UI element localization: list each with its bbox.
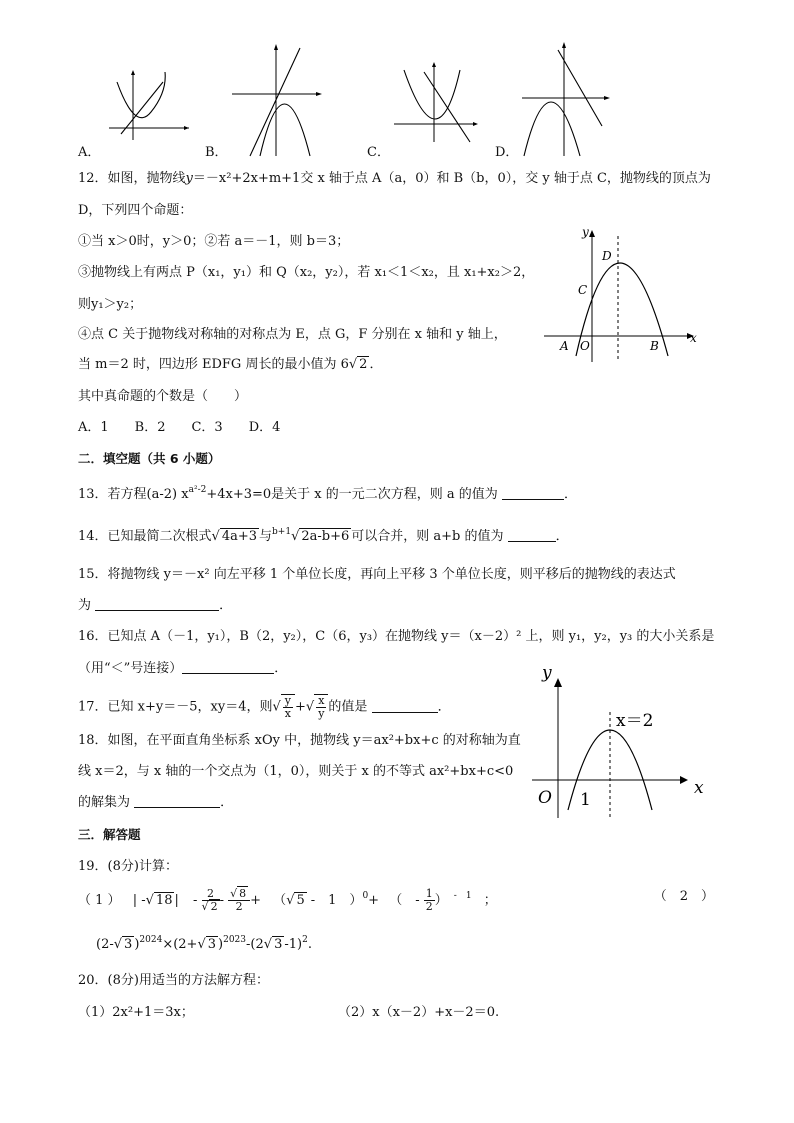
parabola-line-graph-d (518, 38, 618, 160)
q12-question: 其中真命题的个数是（ ） (78, 389, 248, 404)
q11-option-d: D． (495, 145, 519, 160)
q12-graph-y-label: y (582, 225, 589, 239)
q19-part1: （ 1 ） | -√ 18 | - $\frac{2}{√ 2}$ - $\frac{√ 8}{2}$ + （√ 5 - 1 ）$^0$+ （ - $\frac{1}{2}$ ） $^{- 1}$ ； （ 2 ） (78, 887, 714, 913)
q17-answer-blank[interactable] (372, 700, 438, 713)
q12-prop3b: 则y₁＞y₂； (78, 297, 143, 312)
section-fill-in-title: 二．填空题（共 6 小题） (78, 451, 221, 466)
section-solve-title: 三．解答题 (78, 827, 141, 842)
q11-graph-c (390, 58, 485, 148)
q14-answer-blank[interactable] (508, 529, 556, 542)
q14: 14．已知最简二次根式√ 4a+3 与$^{b+1}$√ 2a-b+6 可以合并，则 a+b 的值为 ． (78, 527, 569, 544)
q12-prop1: ①当 x＞0时，y＞0；②若 a＝－1，则 b＝3； (78, 234, 350, 249)
q12-graph-x-label: x (690, 331, 697, 345)
q11-option-a: A． (78, 145, 101, 160)
q12-prop3: ③抛物线上有两点 P（x₁，y₁）和 Q（x₂，y₂），若 x₁＜1＜x₂，且 x₁+x₂＞2， (78, 265, 535, 280)
q12-line2: D，下列四个命题： (78, 203, 193, 218)
q20-part1: （1）2x²+1＝3x； (78, 1005, 194, 1020)
q12-parabola-graph (540, 222, 710, 370)
q18-graph-o-label: O (538, 788, 552, 808)
q18-line3: 的解集为 ． (78, 795, 234, 810)
q18-graph-x-label: x (694, 778, 704, 798)
parabola-line-graph-a (105, 62, 195, 142)
q12-prop4b: 当 m＝2 时，四边形 EDFG 周长的最小值为 6√ 2 ． (78, 357, 383, 372)
q18-graph-one-label: 1 (580, 790, 591, 810)
q15-answer-blank[interactable] (95, 598, 219, 611)
q18-graph (528, 660, 718, 820)
q11-option-c: C． (367, 145, 390, 160)
parabola-line-graph-c (390, 58, 485, 148)
q18-answer-blank[interactable] (134, 795, 220, 808)
q12-line1: 12．如图，抛物线y＝－x²+2x+m+1交 x 轴于点 A（a，0）和 B（b，0），交 y 轴于点 C，抛物线的顶点为 (78, 171, 711, 186)
q18-line2: 线 x＝2，与 x 轴的一个交点为（1，0），则关于 x 的不等式 ax²+bx+c<0 (78, 764, 514, 779)
q12-graph-a-label: A (560, 339, 569, 353)
q16-answer-blank[interactable] (182, 661, 274, 674)
q20-part2: （2）x（x－2）+x－2＝0. (338, 1005, 500, 1020)
q15-line2: 为 ． (78, 598, 233, 613)
q13-answer-blank[interactable] (502, 487, 564, 500)
q19-head: 19．(8分)计算： (78, 859, 178, 874)
q16-line2: （用“＜”号连接） ． (78, 661, 288, 676)
q18-line1: 18．如图，在平面直角坐标系 xOy 中，抛物线 y＝ax²+bx+c 的对称轴为直 (78, 733, 521, 748)
parabola-line-graph-b (228, 40, 338, 160)
q11-option-b: B． (205, 145, 228, 160)
q12-graph-c-label: C (578, 283, 588, 297)
q11-graph-b (228, 40, 338, 160)
q18-parabola-graph (528, 660, 718, 820)
q18-graph-axis-label: x＝2 (616, 711, 654, 731)
q12-graph-o-label: O (580, 339, 590, 353)
q20-head: 20．(8分)用适当的方法解方程： (78, 973, 269, 988)
q19-part2: (2-√ 3 )$^{2024}$×(2+√ 3 )$^{2023}$-(2√ 3 -1)$^2$. (96, 935, 312, 952)
q15-line1: 15．将抛物线 y＝－x² 向左平移 1 个单位长度，再向上平移 3 个单位长度，则平移后的抛物线的表达式 (78, 567, 676, 582)
q12-choices: A．1 B．2 C．3 D．4 (78, 420, 281, 435)
q12-graph-d-label: D (602, 249, 612, 263)
q11-graph-a (105, 62, 195, 142)
q13: 13．若方程(a-2) $x^{a^2-2}+4x+3=0$是关于 x 的一元二次方程，则 a 的值为 ． (78, 485, 577, 502)
q12-graph (540, 222, 710, 370)
q11-graph-d (518, 38, 618, 160)
q16-line1: 16．已知点 A（－1，y₁），B（2，y₂），C（6，y₃）在抛物线 y＝（x－2）² 上，则 y₁，y₂，y₃ 的大小关系是 (78, 629, 715, 644)
q17: 17．已知 x+y＝－5，xy＝4，则√ $\frac{y}{x}$ +√ $\frac{x}{y}$ 的值是 ． (78, 694, 451, 720)
q12-graph-b-label: B (650, 339, 659, 353)
q18-graph-y-label: y (542, 663, 552, 683)
q12-prop4: ④点 C 关于抛物线对称轴的对称点为 E，点 G，F 分别在 x 轴和 y 轴上， (78, 327, 507, 342)
